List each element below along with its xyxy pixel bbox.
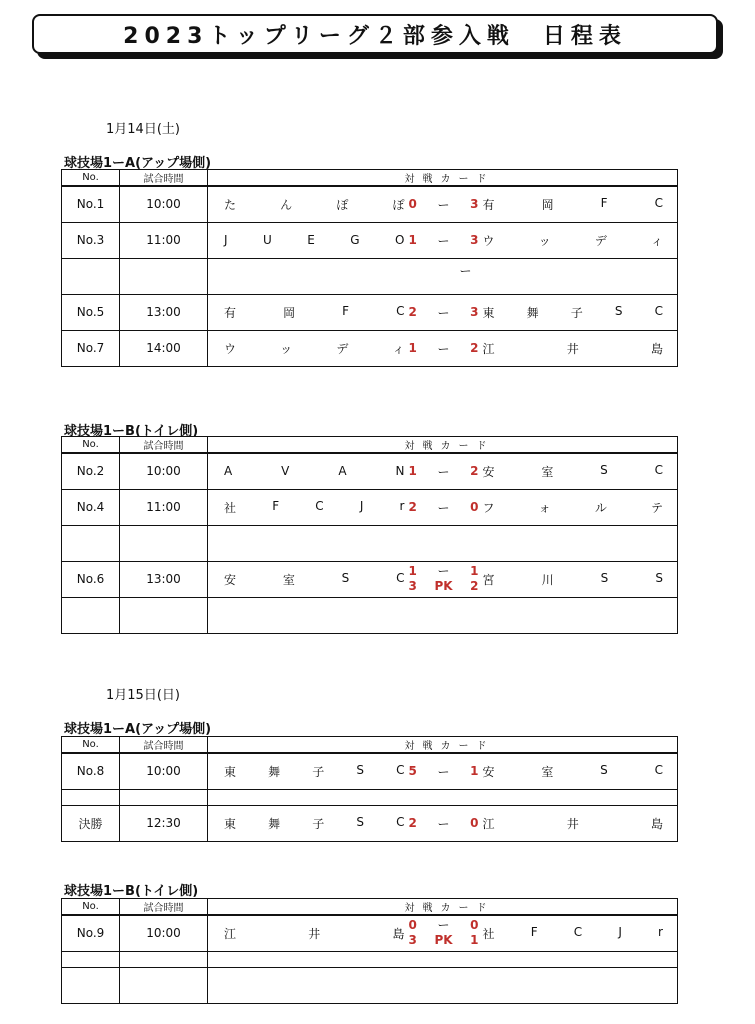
score-dash: ー [437,816,450,831]
match-time: 10:00 [120,186,208,222]
team-char: 江 [482,816,495,831]
team-name-left [224,464,409,478]
home-pk-score: 3 [408,933,417,948]
away-score: 0 [470,918,479,933]
score [409,463,479,480]
team-char: 社 [224,500,237,515]
team-char: 有 [482,197,495,212]
match-time [120,525,208,561]
team-char: 子 [570,305,583,320]
match-row [62,453,678,489]
team-char: C [654,462,663,477]
match-card-inner [208,340,677,357]
schedule-table-day2-b [61,898,678,1004]
team-char: 島 [650,341,663,356]
team-char: ん [280,197,293,212]
score-dash: ー [437,764,450,779]
match-time [120,597,208,633]
table-header-row [62,899,678,916]
team-name-left [224,815,409,832]
team-char: 子 [312,764,325,779]
score [409,340,479,357]
team-char: C [396,814,405,829]
match-row [62,753,678,789]
score-with-pk [409,564,479,594]
team-name-left [224,499,409,516]
team-char: た [224,197,237,212]
header-time: 試合時間 [120,437,208,454]
empty-row [62,789,678,805]
team-char: J [224,233,228,247]
away-score: 1 [470,764,479,779]
venue-day2-a: 球技場1ーA(アップ場側) [64,722,212,737]
table-header-row [62,737,678,754]
score [409,196,479,213]
match-row [62,294,678,330]
team-char: フ [482,500,495,515]
team-char: デ [594,233,607,248]
home-score: 2 [408,500,417,514]
away-score: 2 [470,464,479,479]
pk-line [409,579,479,594]
team-name-left [224,571,409,588]
page-title: 2023トップリーグ２部参入戦 日程表 [32,14,718,54]
placeholder-dash: ー [459,263,472,278]
title-banner [32,14,722,58]
match-time: 13:00 [120,294,208,330]
score-dash: ー [437,233,450,248]
venue-day1-b: 球技場1ーB(トイレ側) [64,424,199,439]
match-time [120,258,208,294]
team-name-right [479,571,664,588]
team-name-right [479,340,664,357]
match-no: No.2 [62,453,120,489]
away-score: 3 [470,197,479,212]
team-char: ォ [538,500,551,515]
team-char: ッ [280,341,293,356]
team-char: 有 [224,305,237,320]
match-no: No.1 [62,186,120,222]
match-row [62,330,678,366]
match-card [208,805,678,841]
home-score: 1 [408,464,417,479]
team-name-right [479,232,664,249]
team-char: 安 [224,572,237,587]
header-card-label: 対戦カード [404,174,495,185]
match-card [208,561,678,597]
header-time: 試合時間 [120,170,208,187]
match-card-inner [208,463,677,480]
team-name-right [479,196,664,213]
team-char: 子 [312,816,325,831]
match-card-inner [208,304,677,321]
team-char: 井 [566,341,579,356]
match-time: 10:00 [120,453,208,489]
team-char: O [395,233,405,247]
match-no: No.4 [62,489,120,525]
table-header-row [62,437,678,454]
team-char: 井 [308,926,321,941]
team-char: U [262,233,272,247]
score [409,499,479,516]
score [409,304,479,321]
match-time: 10:00 [120,915,208,951]
team-char: A [338,464,347,479]
team-char: C [573,924,583,939]
team-name-right [479,304,664,321]
away-score: 0 [470,816,479,830]
match-time [120,967,208,1003]
team-name-right [479,925,664,942]
match-card-inner [208,196,677,213]
team-char: 安 [482,764,495,779]
away-score: 3 [470,305,479,319]
team-char: C [654,303,663,318]
score-dash: ー [437,918,450,933]
team-char: ィ [650,233,663,248]
team-char: 岡 [541,197,554,212]
score-dash: ー [437,305,450,320]
team-char: S [356,814,364,829]
empty-row [62,967,678,1003]
date-day1: 1月14日(土) [106,122,180,137]
team-char: 岡 [283,305,296,320]
header-time: 試合時間 [120,737,208,754]
score-dash: ー [437,341,450,356]
team-char: ぽ [336,197,349,212]
pk-label: PK [434,579,453,593]
match-no: No.9 [62,915,120,951]
team-char: J [618,924,622,939]
header-time: 試合時間 [120,899,208,916]
header-no: No. [62,737,120,754]
team-name-right [479,763,664,780]
team-char: N [395,464,405,479]
match-row [62,805,678,841]
team-char: F [600,195,608,210]
team-char: 東 [224,764,237,779]
home-pk-score: 3 [408,579,417,593]
team-char: 宮 [482,572,495,587]
team-char: 島 [392,926,405,941]
score-dash: ー [437,464,450,479]
header-card [208,899,678,916]
header-card-label: 対戦カード [404,741,495,752]
team-char: C [396,570,405,585]
team-char: S [655,570,663,585]
match-card-inner [208,263,677,285]
pk-line [409,933,479,948]
match-row [62,489,678,525]
match-time: 11:00 [120,489,208,525]
team-char: ル [594,500,607,515]
team-char: S [600,762,608,777]
team-char: S [600,462,608,477]
date-day2: 1月15日(日) [106,688,180,703]
team-char: 舞 [526,305,539,320]
team-char: ぽ [392,197,405,212]
match-card [208,789,678,805]
team-char: C [654,762,663,777]
match-no [62,597,120,633]
score [409,815,479,832]
team-char: 島 [650,816,663,831]
team-char: C [654,195,663,210]
header-card-label: 対戦カード [404,903,495,914]
home-score: 1 [408,341,417,355]
home-score: 2 [408,816,417,830]
match-time: 10:00 [120,753,208,789]
team-char: 江 [224,926,237,941]
empty-row [62,525,678,561]
match-no [62,789,120,805]
home-score: 1 [408,564,417,578]
match-card-inner [208,564,677,594]
team-char: r [658,924,663,939]
match-card [208,186,678,222]
score-dash: ー [437,500,450,515]
team-char: S [356,762,364,777]
team-name-right [479,499,664,516]
team-name-left [224,196,409,213]
team-char: 室 [282,572,295,587]
match-no [62,525,120,561]
match-card [208,258,678,294]
team-char: テ [650,500,663,515]
home-score: 0 [408,197,417,212]
match-time [120,951,208,967]
match-card-inner [208,232,677,249]
score [409,763,479,780]
match-row [62,222,678,258]
team-char: F [530,924,538,939]
match-no: No.6 [62,561,120,597]
score [409,232,479,249]
match-card [208,330,678,366]
score-line [409,564,479,579]
away-score: 1 [470,564,479,578]
schedule-table-day1-a [61,169,678,367]
match-card [208,489,678,525]
empty-row [62,597,678,633]
empty-row [62,258,678,294]
match-no: No.3 [62,222,120,258]
pk-label: PK [434,933,453,948]
team-char: S [614,303,623,318]
home-score: 2 [408,305,417,319]
team-char: 社 [482,926,495,941]
team-char: r [399,498,405,513]
team-name-left [224,925,409,942]
team-char: 川 [541,572,554,587]
score-dash: ー [437,197,450,212]
score-line [409,918,479,933]
away-pk-score: 1 [470,933,479,948]
header-card [208,437,678,454]
match-no: No.5 [62,294,120,330]
match-card [208,967,678,1003]
team-char: G [350,233,360,247]
match-row [62,561,678,597]
header-no: No. [62,437,120,454]
team-char: F [272,498,280,513]
match-row [62,186,678,222]
match-time [120,789,208,805]
match-no [62,258,120,294]
score-with-pk [409,918,479,948]
team-name-right [479,815,664,832]
team-name-left [224,340,409,357]
match-card [208,753,678,789]
match-card-inner [208,815,677,832]
match-card [208,915,678,951]
header-card [208,737,678,754]
team-char: 室 [541,764,554,779]
team-char: S [341,570,350,585]
away-score: 0 [470,500,479,514]
match-card-inner [208,763,677,780]
match-time: 14:00 [120,330,208,366]
match-card [208,597,678,633]
team-char: ィ [392,341,405,356]
match-time: 12:30 [120,805,208,841]
match-card-inner [208,918,677,948]
team-char: ッ [538,233,551,248]
match-no [62,951,120,967]
team-char: 東 [224,816,237,831]
home-score: 5 [408,764,417,779]
match-card-inner [208,499,677,516]
home-score: 0 [408,918,417,933]
team-char: E [307,233,315,247]
team-char: ウ [224,341,237,356]
match-card [208,951,678,967]
match-card [208,294,678,330]
header-no: No. [62,899,120,916]
team-char: 室 [541,464,554,479]
match-row [62,915,678,951]
team-char: デ [336,341,349,356]
team-char: 舞 [268,816,281,831]
schedule-table-day2-a [61,736,678,842]
team-char: 井 [566,816,579,831]
match-no [62,967,120,1003]
venue-day2-b: 球技場1ーB(トイレ側) [64,884,199,899]
team-char: C [396,303,405,318]
team-name-left [224,763,409,780]
team-char: S [600,570,609,585]
team-char: 江 [482,341,495,356]
team-char: 安 [482,464,495,479]
match-no: No.7 [62,330,120,366]
team-char: 舞 [268,764,281,779]
venue-day1-a: 球技場1ーA(アップ場側) [64,156,212,171]
match-card [208,453,678,489]
away-score: 2 [470,341,479,355]
match-card [208,525,678,561]
team-char: V [281,464,290,479]
match-time: 13:00 [120,561,208,597]
away-score: 3 [470,233,479,247]
header-card-label: 対戦カード [404,441,495,452]
team-char: C [396,762,405,777]
team-char: C [315,498,324,513]
team-name-left [224,304,409,321]
table-header-row [62,170,678,187]
team-char: A [224,464,233,479]
match-no: 決勝 [62,805,120,841]
match-card [208,222,678,258]
team-char: J [359,498,364,513]
team-name-right [479,463,664,480]
team-char: F [342,303,350,318]
schedule-table-day1-b [61,436,678,634]
match-time: 11:00 [120,222,208,258]
team-char: 東 [482,305,495,320]
team-char: ウ [482,233,495,248]
header-no: No. [62,170,120,187]
home-score: 1 [408,233,417,247]
score-dash: ー [437,564,450,578]
team-name-left [224,233,409,247]
header-card [208,170,678,187]
match-no: No.8 [62,753,120,789]
away-pk-score: 2 [470,579,479,593]
empty-row [62,951,678,967]
